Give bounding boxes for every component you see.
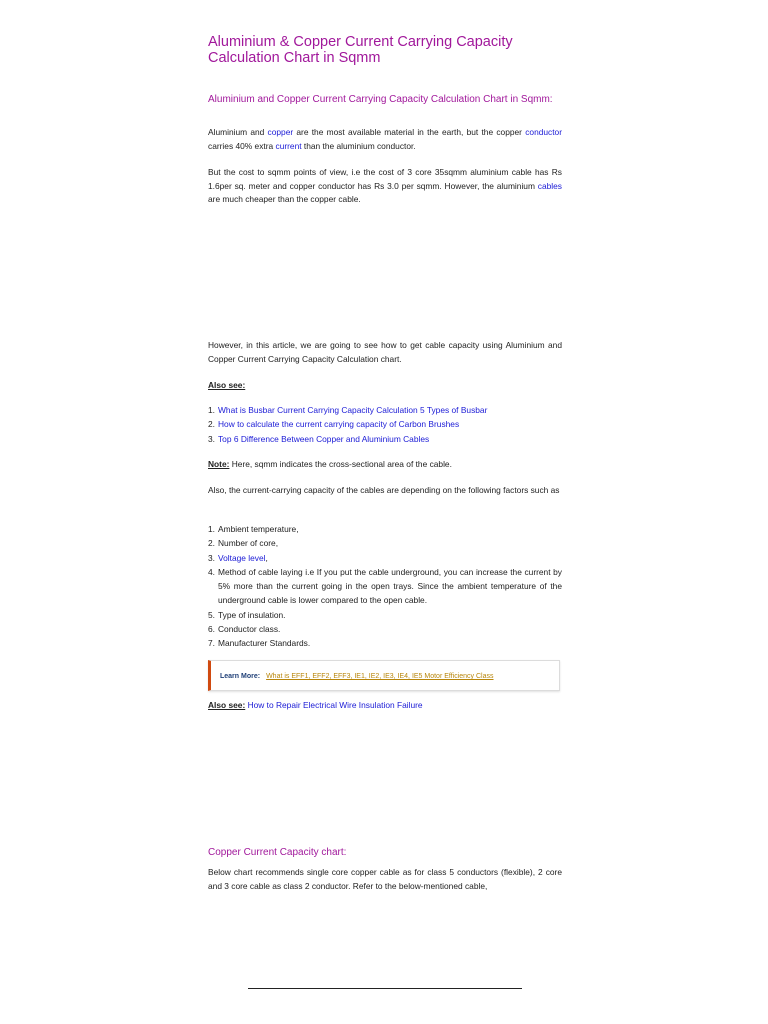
link-copper-aluminium-difference[interactable]: Top 6 Difference Between Copper and Aluminium Cables [218,433,430,444]
factors-intro-paragraph: Also, the current-carrying capacity of the cables are depending on the following factors such as [208,485,560,495]
list-item: 3. Top 6 Difference Between Copper and Aluminium Cables [208,433,430,444]
link-conductor[interactable]: conductor [525,127,562,137]
link-carbon-brushes[interactable]: How to calculate the current carrying capacity of Carbon Brushes [218,419,460,430]
learn-more-label: Learn More: [220,673,261,680]
list-item: 6. Conductor class. [208,624,281,635]
intro-paragraph: Aluminium and copper are the most available material in the earth, but the copper conductor carries 40% extra current than the aluminium conductor. [208,127,562,151]
learn-more-box [208,660,560,691]
divider [248,988,522,989]
factors-list [208,522,562,651]
page-title: Aluminium & Copper Current Carrying Capacity Calculation Chart in Sqmm [208,34,513,66]
copper-chart-paragraph: Below chart recommends single core copper cable as for class 5 conductors (flexible), 2 core and 3 core cable as class 2 conductor. Refer to the below-mentioned cable, [208,867,562,891]
link-motor-efficiency-class[interactable]: What is EFF1, EFF2, EFF3, IE1, IE2, IE3, IE4, IE5 Motor Efficiency Class [266,673,494,680]
link-voltage-level[interactable]: Voltage level [218,552,266,563]
link-cables[interactable]: cables [537,180,562,191]
list-item: 3. Voltage level, [208,552,268,563]
link-wire-insulation-failure[interactable]: How to Repair Electrical Wire Insulation Failure [247,700,423,710]
link-copper[interactable]: copper [267,127,294,137]
also-see-list [208,403,562,446]
list-item: 1. Ambient temperature, [208,524,299,534]
list-item: 2. How to calculate the current carrying capacity of Carbon Brushes [208,419,460,430]
list-item: 1. What is Busbar Current Carrying Capacity Calculation 5 Types of Busbar [208,405,488,415]
list-item: 7. Manufacturer Standards. [208,638,311,649]
list-item: 5. Type of insulation. [208,609,286,620]
section-heading-copper-chart: Copper Current Capacity chart: [208,847,347,858]
note-paragraph: Note: Here, sqmm indicates the cross-sectional area of the cable. [208,459,452,469]
also-see-wire-insulation: Also see: How to Repair Electrical Wire Insulation Failure [208,700,423,710]
link-busbar-capacity[interactable]: What is Busbar Current Carrying Capacity Calculation 5 Types of Busbar [218,405,488,415]
article-intro-paragraph: However, in this article, we are going to see how to get cable capacity using Aluminium and Copper Current Carrying Capacity Calculation chart. [208,340,562,364]
link-current[interactable]: current [275,140,302,151]
also-see-label: Also see: [208,380,246,390]
list-item: 2. Number of core, [208,538,279,549]
list-item: 4. Method of cable laying i.e If you put the cable underground, you can increase the current by 5% more than the current going in the open trays. Since the ambient temperature of the underground cable is lower compared to the open cable. [208,566,562,606]
cost-paragraph: But the cost to sqmm points of view, i.e the cost of 3 core 35sqmm aluminium cable has Rs 1.6per sq. meter and copper conductor has Rs 3.0 per sqmm. However, the aluminium cables are much cheaper than the copper cable. [208,167,562,205]
section-heading-aluminium-copper: Aluminium and Copper Current Carrying Capacity Calculation Chart in Sqmm: [208,94,553,105]
